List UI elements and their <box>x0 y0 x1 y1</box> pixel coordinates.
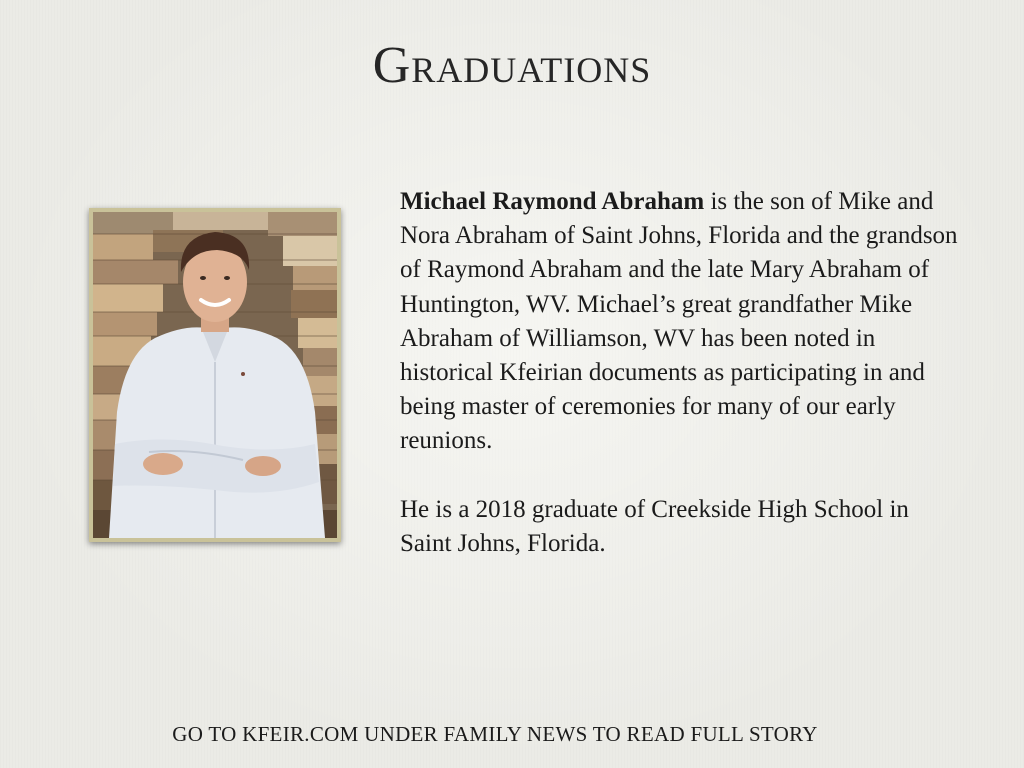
biography-paragraph-1 <box>400 185 960 459</box>
portrait-photo <box>89 208 341 542</box>
biography-text <box>400 185 960 561</box>
graduate-name: Michael Raymond Abraham <box>400 188 705 215</box>
biography-details: is the son of Mike and Nora Abraham of Saint Johns, Florida and the grandson of Raymond Abraham and the late Mary Abraham of Huntington, WV. Michael’s great grandfather Mike Abraham of Williamson, WV has been noted in historical Kfeirian documents as participating in and being master of ceremonies for many of our early reunions. <box>400 188 958 455</box>
slide-title: Graduations <box>372 37 652 94</box>
footer-note: GO TO KFEIR.COM UNDER FAMILY NEWS TO READ FULL STORY <box>172 722 818 746</box>
biography-paragraph-2: He is a 2018 graduate of Creekside High School in Saint Johns, Florida. <box>400 495 909 558</box>
portrait-illustration <box>93 212 337 538</box>
